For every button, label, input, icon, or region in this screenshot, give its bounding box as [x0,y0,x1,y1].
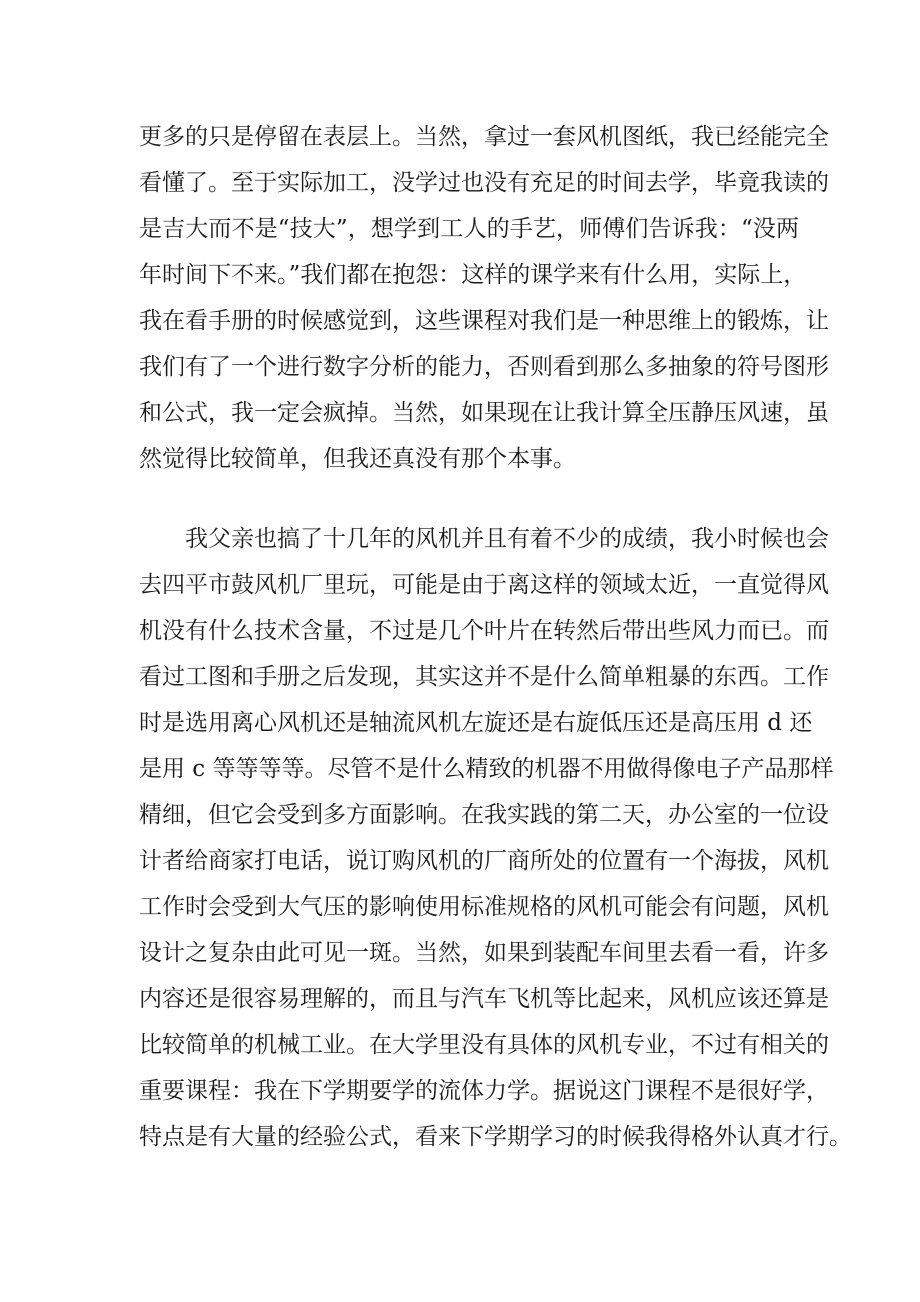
paragraph-line: 比较简单的机械工业。在大学里没有具体的风机专业，不过有相关的 [139,1032,829,1058]
paragraph-line: 是吉大而不是“技大”，想学到工人的手艺，师傅们告诉我：“没两 [139,216,799,242]
paragraph-line: 工作时会受到大气压的影响使用标准规格的风机可能会有问题，风机 [139,894,829,920]
paragraph-line: 时是选用离心风机还是轴流风机左旋还是右旋低压还是高压用 d 还 [139,710,813,736]
paragraph-line: 设计之复杂由此可见一斑。当然，如果到装配车间里去看一看，许多 [139,940,829,966]
paragraph-line: 我们有了一个进行数字分析的能力，否则看到那么多抽象的符号图形 [139,354,829,380]
paragraph-line: 内容还是很容易理解的，而且与汽车飞机等比起来，风机应该还算是 [139,986,829,1012]
paragraph-line: 年时间下不来。”我们都在抱怨：这样的课学来有什么用，实际上， [139,262,807,288]
paragraph-line: 我在看手册的时候感觉到，这些课程对我们是一种思维上的锻炼，让 [139,308,829,334]
paragraph-line: 是用 c 等等等等。尽管不是什么精致的机器不用做得像电子产品那样 [139,756,834,782]
paragraph-line: 重要课程：我在下学期要学的流体力学。据说这门课程不是很好学， [139,1078,829,1104]
paragraph-line: 我父亲也搞了十几年的风机并且有着不少的成绩，我小时候也会 [185,526,829,552]
paragraph-line: 看懂了。至于实际加工，没学过也没有充足的时间去学，毕竟我读的 [139,170,829,196]
paragraph-line: 然觉得比较简单，但我还真没有那个本事。 [139,446,576,472]
paragraph-line: 更多的只是停留在表层上。当然，拿过一套风机图纸，我已经能完全 [139,124,829,150]
paragraph-line: 机没有什么技术含量，不过是几个叶片在转然后带出些风力而已。而 [139,618,829,644]
paragraph-line: 看过工图和手册之后发现，其实这并不是什么简单粗暴的东西。工作 [139,664,829,690]
paragraph-line: 精细，但它会受到多方面影响。在我实践的第二天，办公室的一位设 [139,802,829,828]
paragraph-line: 和公式，我一定会疯掉。当然，如果现在让我计算全压静压风速，虽 [139,400,829,426]
paragraph-line: 计者给商家打电话，说订购风机的厂商所处的位置有一个海拔，风机 [139,848,829,874]
paragraph-line: 特点是有大量的经验公式，看来下学期学习的时候我得格外认真才行。 [139,1124,852,1150]
paragraph-line: 去四平市鼓风机厂里玩，可能是由于离这样的领域太近，一直觉得风 [139,572,829,598]
